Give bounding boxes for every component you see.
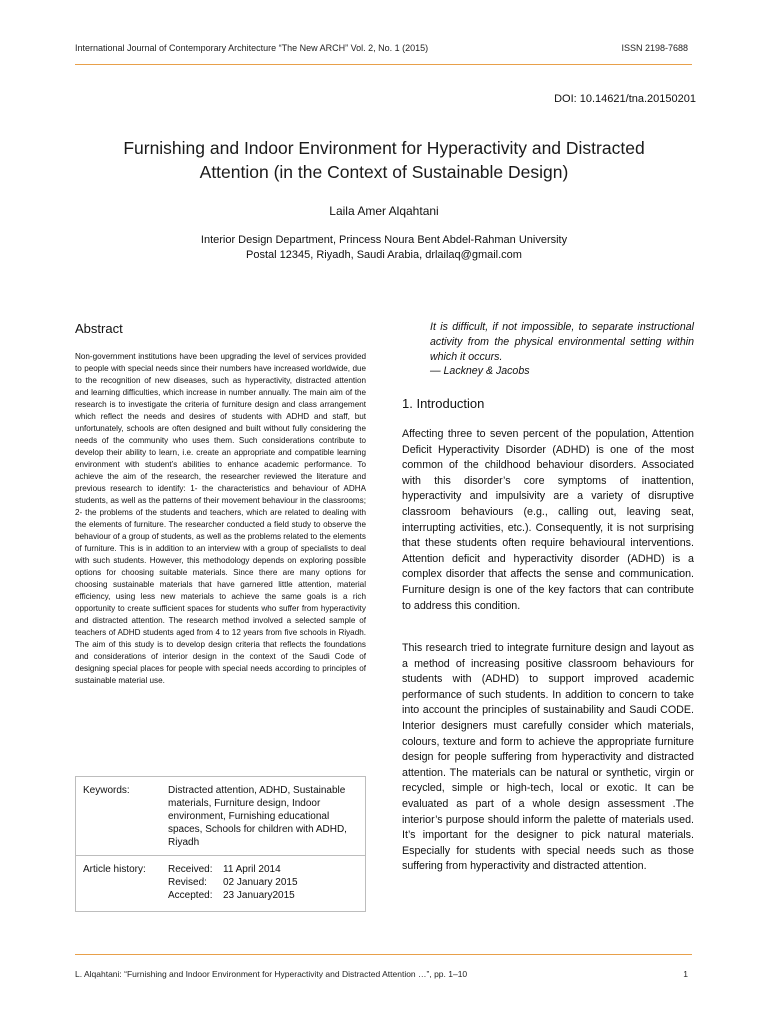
paper-title: [80, 136, 688, 184]
intro-paragraph-1: Affecting three to seven percent of the population, Attention Deficit Hyperactivity Disorder (ADHD) is one of the most common of the childhood behaviour disorders. Associated with this disorder’s core symptoms of inattention, hyperactivity and impulsivity are a variety of disruptive classroom behaviours (e.g., calling out, leaving seat, interrupting activities, etc.). Consequently, it is not surprising that these students often require behavioural interventions. Attention deficit and hyperactivity disorder (ADHD) is a complex disorder that affects the sense and communication. Furniture design is one of the key factors that can contribute to address this condition.: [402, 428, 694, 612]
history-received: [168, 863, 298, 876]
epigraph-quote: It is difficult, if not impossible, to separate instructional activity from the physical environmental setting within which it occurs.: [430, 321, 694, 363]
history-accepted: [168, 889, 298, 902]
accepted-date: 23 January2015: [223, 890, 295, 901]
received-date: 11 April 2014: [223, 864, 281, 875]
abstract-heading: Abstract: [75, 321, 123, 336]
journal-header: International Journal of Contemporary Architecture “The New ARCH” Vol. 2, No. 1 (2015): [75, 43, 429, 53]
footer-citation: L. Alqahtani: “Furnishing and Indoor Environment for Hyperactivity and Distracted Attention …”, pp. 1–10: [75, 969, 468, 979]
footer-rule: [75, 954, 692, 955]
keywords-text: Distracted attention, ADHD, Sustainable materials, Furniture design, Indoor environment, Furnishing educational spaces, Schools for children with ADHD, Riyadh: [168, 785, 347, 848]
affiliation-line-1: Interior Design Department, Princess Noura Bent Abdel-Rahman University: [200, 234, 568, 246]
issn: ISSN 2198-7688: [621, 43, 688, 53]
section-heading-introduction: 1. Introduction: [402, 396, 485, 411]
author-name: Laila Amer Alqahtani: [329, 204, 439, 218]
abstract-text: Non-government institutions have been upgrading the level of services provided to people with special needs since their numbers have increased worldwide, due to the recognition of new diseases, such as hyperactivity, distracted attention and learning difficulties, which increase in number annually. The main aim of the research is to investigate the criteria of furniture design and class arrangement which reflect the needs and desires of students with ADHD and staff, but unfortunately, schools are often designed and built without fully considering the needs of the community who uses them. Such considerations contribute to develop their ability to learn, i.e. create an appropriate and compatible learning environment with student’s abilities to enhance academic performance. To achieve the aim of the research, the researcher reviewed the literature and previous research to identify: 1- the characteristics and behaviour of ADHA students, as well as the patterns of their movement behaviour in the classrooms; 2- the problems of the students and teachers, which are related to dealing with the elements of furniture. The researcher conducted a field study to observe the behaviour of a group of students, as well as the problems related to the elements of furniture. This is in addition to an interview with a group of specialists to deal with such students. However, this methodology depends on exploring possible options for choosing suitable materials. Since there are many options for choosing sustainable materials that have garnered little attention, material efficiency, using less new materials to achieve the same goals is a rich opportunity to create sufficient spaces for students who suffer from hyperactivity and distracted attention. The research method involved a selected sample of teachers of ADHD students aged from 4 to 12 years from five schools in Riyadh. The aim of this study is to develop design criteria that reflects the foundations and considerations of interior design in the context of the Saudi Code of designing special places for people with special needs according to principles of sustainable material use.: [75, 352, 366, 685]
keywords-separator: [75, 855, 366, 856]
title-line-2: Attention (in the Context of Sustainable Design): [199, 162, 569, 182]
page-number: 1: [683, 969, 688, 979]
revised-label: Revised:: [168, 877, 207, 888]
header-rule: [75, 64, 692, 65]
article-history-label: Article history:: [83, 864, 146, 875]
affiliation-line-2: Postal 12345, Riyadh, Saudi Arabia, drlailaq@gmail.com: [246, 249, 522, 261]
keywords-label: Keywords:: [83, 785, 130, 796]
revised-date: 02 January 2015: [223, 877, 298, 888]
doi-link[interactable]: DOI: 10.14621/tna.20150201: [554, 93, 696, 105]
article-history: [168, 863, 298, 902]
history-revised: [168, 876, 298, 889]
epigraph-attribution: — Lackney & Jacobs: [430, 365, 530, 377]
received-label: Received:: [168, 864, 213, 875]
affiliation: [80, 233, 688, 263]
title-line-1: Furnishing and Indoor Environment for Hyperactivity and Distracted: [123, 138, 645, 158]
intro-paragraph-2: This research tried to integrate furniture design and layout as a method of increasing positive classroom behaviours for students with (ADHD) to support improved academic performance of such students. In addition to concern to take into account the principles of sustainability and Saudi CODE. Interior designers must carefully consider which materials, colours, texture and form to achieve the appropriate furniture design for people suffering from hyperactivity and distracted attention. The materials can be natural or synthetic, virgin or recycled, simple or high-tech, local or exotic. It can be evaluated as part of a whole design assessment .The interior’s purpose should inform the palette of materials used. It’s important for the designer to pick natural materials. Especially for students with special needs such as those suffering from hyperactivity and distracted attention.: [402, 642, 694, 873]
accepted-label: Accepted:: [168, 890, 213, 901]
